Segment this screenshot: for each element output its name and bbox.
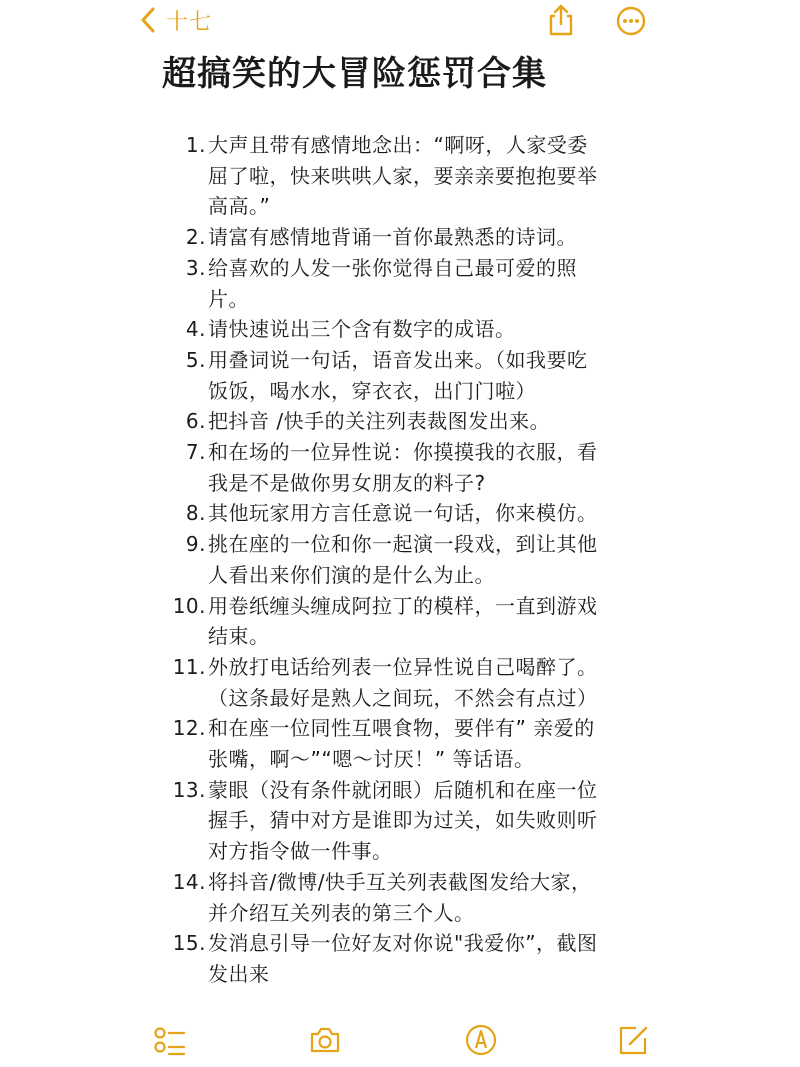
list-item-text: 蒙眼（没有条件就闭眼）后随机和在座一位 握手，猜中对方是谁即为过关，如失败则听 对方指令做一件事。	[208, 777, 598, 864]
navigation-bar	[0, 0, 800, 44]
list-item	[160, 775, 640, 867]
note-list	[160, 130, 640, 990]
list-item-number: 12.	[172, 716, 206, 741]
list-item	[160, 928, 640, 989]
list-item-text: 和在场的一位异性说：你摸摸我的衣服，看 我是不是做你男女朋友的料子?	[208, 440, 598, 495]
markup-icon[interactable]	[464, 1023, 498, 1057]
camera-icon[interactable]	[308, 1023, 342, 1057]
list-item-text: 将抖音/微博/快手互关列表截图发给大家， 并介绍互关列表的第三个人。	[208, 869, 592, 925]
list-item-text: 外放打电话给列表一位异性说自己喝醉了。 （这条最好是熟人之间玩，不然会有点过）	[208, 654, 598, 710]
list-item-number: 15.	[172, 931, 206, 956]
list-item-text: 请快速说出三个含有数字的成语。	[208, 317, 516, 342]
list-item	[160, 130, 640, 222]
list-item	[160, 406, 640, 437]
list-item-number: 10.	[172, 593, 206, 618]
list-item-text: 把抖音 /快手的关注列表裁图发出来。	[208, 409, 551, 434]
list-item-number: 3.	[185, 255, 206, 280]
list-item-number: 5.	[185, 347, 206, 372]
list-item-text: 发消息引导一位好友对你说"我爱你”，截图 发出来	[208, 931, 598, 986]
more-icon[interactable]	[616, 6, 646, 36]
list-item	[160, 498, 640, 529]
list-item-number: 8.	[185, 501, 206, 526]
list-item-number: 11.	[172, 654, 206, 679]
list-item-text: 挑在座的一位和你一起演一段戏，到让其他 人看出来你们演的是什么为止。	[208, 532, 598, 587]
list-item-number: 2.	[185, 225, 206, 250]
list-item-number: 6.	[185, 409, 206, 434]
list-item-number: 9.	[185, 532, 206, 557]
back-button[interactable]	[140, 4, 212, 36]
list-item	[160, 529, 640, 590]
chevron-left-icon	[140, 7, 156, 33]
list-item-text: 大声且带有感情地念出：“啊呀，人家受委 屈了啦，快来哄哄人家，要亲亲要抱抱要举 高高。”	[208, 133, 598, 219]
list-item-number: 4.	[185, 317, 206, 342]
list-item-text: 请富有感情地背诵一首你最熟悉的诗词。	[208, 225, 577, 250]
list-item	[160, 713, 640, 774]
list-item	[160, 867, 640, 928]
list-item-text: 和在座一位同性互喂食物，要伴有” 亲爱的 张嘴，啊～”“嗯～讨厌！” 等话语。	[208, 716, 595, 772]
list-item	[160, 437, 640, 498]
list-item	[160, 222, 640, 253]
list-item	[160, 345, 640, 406]
checklist-icon[interactable]	[152, 1023, 186, 1057]
compose-icon[interactable]	[616, 1023, 650, 1057]
share-icon[interactable]	[546, 4, 576, 36]
list-item-number: 7.	[185, 440, 206, 465]
bottom-toolbar	[0, 1018, 800, 1067]
list-item-number: 13.	[172, 777, 206, 802]
list-item-number: 1.	[185, 133, 206, 157]
note-title: 超搞笑的大冒险惩罚合集	[162, 54, 547, 94]
list-item	[160, 652, 640, 713]
list-item-text: 给喜欢的人发一张你觉得自己最可爱的照 片。	[208, 255, 577, 311]
list-item	[160, 591, 640, 652]
list-item	[160, 314, 640, 345]
list-item-text: 其他玩家用方言任意说一句话，你来模仿。	[208, 501, 598, 526]
list-item	[160, 253, 640, 314]
back-label: 十七	[166, 9, 213, 35]
list-item-text: 用叠词说一句话，语音发出来。（如我要吃 饭饭，喝水水，穿衣衣，出门门啦）	[208, 347, 588, 403]
list-item-text: 用卷纸缠头缠成阿拉丁的模样，一直到游戏 结束。	[208, 593, 598, 649]
list-item-number: 14.	[172, 869, 206, 894]
